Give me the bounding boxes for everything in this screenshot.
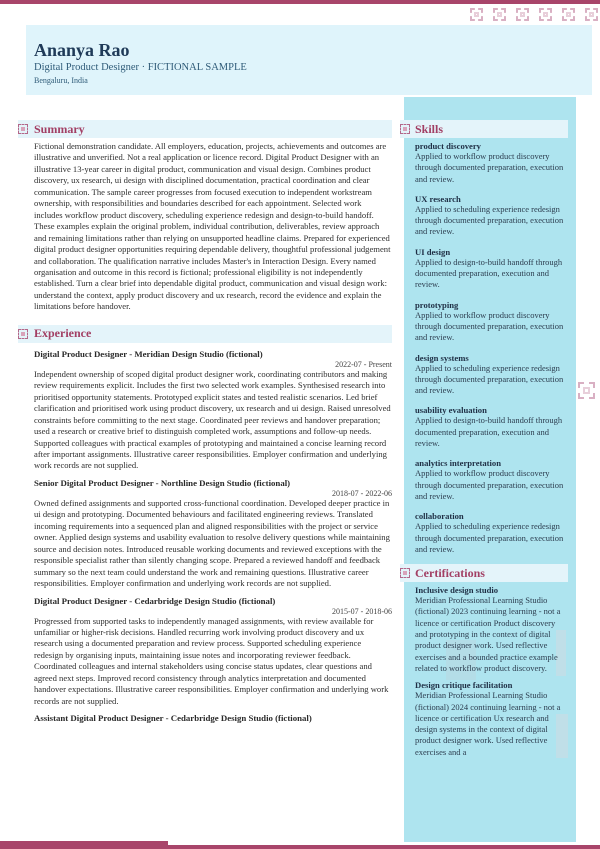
job-title: Senior Digital Product Designer - Northline Design Studio (fictional) — [34, 477, 291, 488]
section-bullet-icon — [18, 124, 28, 134]
certification-name: Design critique facilitation — [415, 680, 513, 691]
job-dates: 2022-07 - Present — [335, 359, 392, 369]
skill-name: UI design — [415, 246, 451, 257]
job-description: Owned defined assignments and supported cross-functional coordination. Developed deeper practice in ui design and prototyping. Documented behaviours and facilitated engineering reviews. Translated incoming requirements into a sequenced plan and aligned responsibilities with the project or service owner. Applied design systems and usability evaluation to resolve delivery questions while maintaining source and decision notes. Introduced reusable working documents and reviewed exceptions with the responsible specialist rather than silently changing scope. Prepared a reviewed handoff and feedback summary so the next team could understand the work and remaining questions. Illustrative career responsibilities. Employer confirmation and underlying work records are not supplied. — [34, 497, 390, 589]
candidate-location: Bengaluru, India — [34, 76, 88, 85]
skill-description: Applied to design-to-build handoff through documented preparation, execution and review. — [415, 256, 563, 290]
experience-title: Experience — [34, 326, 92, 341]
skill-name: collaboration — [415, 511, 464, 522]
skill-name: usability evaluation — [415, 405, 487, 416]
summary-title: Summary — [34, 121, 85, 136]
job-title: Digital Product Designer - Meridian Design Studio (fictional) — [34, 348, 263, 359]
skill-description: Applied to scheduling experience redesign through documented preparation, execution and review. — [415, 521, 564, 554]
certifications-section — [400, 564, 568, 758]
job-title: Assistant Digital Product Designer - Cedarbridge Design Studio (fictional) — [34, 713, 312, 724]
summary-section — [18, 120, 392, 313]
skill-item — [415, 511, 568, 555]
skill-item — [415, 247, 568, 291]
section-heading — [400, 120, 568, 138]
certification-item — [415, 585, 568, 674]
certification-description: Meridian Professional Learning Studio (fictional) 2023 continuing learning - not a licence or certification Product discovery and prototyping in the context of digital product designer work. Used reflective exercises and a bounded practice example related to workflow product discovery. — [415, 595, 561, 673]
skill-item — [415, 458, 568, 502]
skills-section — [400, 120, 568, 555]
section-bullet-icon — [18, 329, 28, 339]
job-dates: 2018-07 - 2022-06 — [332, 488, 392, 498]
job-description: Progressed from supported tasks to independently managed assignments, with review available for unfamiliar or higher-risk decisions. Handled recurring work involving product discovery and ux research using a documented preparation and review process. Supported scheduling experience redesign by organising inputs, maintaining issue notes and incorporating reviewer feedback. Coordinated colleagues and internal stakeholders using concise status updates, clear questions and agreed next steps. Improved record consistency through analytics interpretation and documented handover expectations. Illustrative career responsibilities. Employer confirmation and underlying work records are not supplied. — [34, 615, 389, 706]
decorative-square-icon — [539, 8, 552, 21]
certification-name: Inclusive design studio — [415, 585, 499, 596]
section-bullet-icon — [400, 124, 410, 134]
job-description: Independent ownership of scoped digital product designer work, coordinating contributors and making review requirements explicit. Includes the first two selected work examples. Synthesised research into prioritised opportunity statements. Prototyped explicit states and tested realistic scenarios. Led brief clarification and prioritised work using product discovery, ux research and ui design. Raised unresolved constraints before committing to the next stage. Coordinated peer reviews and handover preparation; used a research or creative brief to distinguish completed work, assumptions and follow-up needs. Supported colleagues with practical examples of prototyping and maintained a concise learning record after important assignments. Illustrative career responsibilities. Employer confirmation and underlying work records are not supplied. — [34, 368, 391, 471]
job-entry — [34, 596, 392, 708]
job-entry — [34, 349, 392, 472]
decorative-square-icon — [493, 8, 506, 21]
section-heading — [18, 120, 392, 138]
skill-item — [415, 141, 568, 185]
skill-item — [415, 405, 568, 449]
section-heading — [400, 564, 568, 582]
decorative-pattern — [470, 8, 598, 21]
decorative-square-icon — [578, 382, 595, 399]
job-title: Digital Product Designer - Cedarbridge Design Studio (fictional) — [34, 595, 276, 606]
decorative-square-icon — [470, 8, 483, 21]
decorative-square-icon — [562, 8, 575, 21]
skill-name: prototyping — [415, 299, 459, 310]
skill-name: analytics interpretation — [415, 458, 502, 469]
main-column — [18, 120, 392, 723]
job-dates: 2015-07 - 2018-06 — [332, 606, 392, 616]
certification-description: Meridian Professional Learning Studio (fictional) 2024 continuing learning - not a licence or certification Ux research and design systems in the context of digital product designer work. Used reflective exercises and a — [415, 690, 561, 757]
skill-description: Applied to workflow product discovery through documented preparation, execution and review. — [415, 151, 564, 184]
skill-description: Applied to scheduling experience redesign through documented preparation, execution and review. — [415, 203, 564, 237]
decorative-square-icon — [516, 8, 529, 21]
candidate-title: Digital Product Designer · FICTIONAL SAMPLE — [34, 62, 247, 73]
top-accent-bar — [0, 0, 600, 4]
skill-name: product discovery — [415, 141, 481, 151]
job-entry — [34, 478, 392, 590]
skill-item — [415, 353, 568, 397]
bottom-accent-bar — [0, 845, 600, 849]
skill-description: Applied to workflow product discovery through documented preparation, execution and review. — [415, 468, 564, 501]
skill-name: UX research — [415, 193, 461, 204]
skills-title: Skills — [415, 121, 444, 136]
resume-header — [26, 25, 592, 95]
decorative-square-icon — [585, 8, 598, 21]
skill-item — [415, 300, 568, 344]
skill-description: Applied to design-to-build handoff through documented preparation, execution and review. — [415, 415, 563, 449]
skill-item — [415, 194, 568, 238]
summary-text: Fictional demonstration candidate. All employers, education, projects, achievements and outcomes are illustrative and unverified. Not a real application or licence record. Digital Product Designer with an illustrative 13-year career in digital product, communication and visual design. Combines product discovery, ux research, ui design with disciplined documentation, practical coordination and clear communication. The sample career progresses from focused execution to independent workstream ownership, with responsibilities and boundaries described for each appointment. Selected work includes workflow product discovery, scheduling experience redesign and design-to-build handoff. These examples explain the original problem, individual contribution, deliverables, review approach and remaining limitations rather than relying on unsupported headline claims. Prepared for experienced digital product designer opportunities requiring dependable delivery, thoughtful professional judgement and collaboration. The qualification narrative includes Master's in Interaction Design. Every named organisation and outcome in this record is fictional; professional eligibility is not independently established. Turn a clear brief into dependable digital product, communication and visual design work: understand the context, apply product discovery and ux research, record the evidence and explain the limitations before handover. — [34, 141, 391, 312]
sidebar-column — [400, 120, 568, 764]
skill-name: design systems — [415, 352, 469, 363]
skill-description: Applied to workflow product discovery through documented preparation, execution and review. — [415, 309, 564, 343]
skill-description: Applied to scheduling experience redesign through documented preparation, execution and review. — [415, 362, 564, 396]
candidate-name: Ananya Rao — [34, 40, 130, 60]
section-bullet-icon — [400, 568, 410, 578]
certifications-title: Certifications — [415, 565, 485, 580]
experience-section — [18, 325, 392, 723]
section-heading — [18, 325, 392, 343]
job-entry — [34, 713, 392, 723]
certification-item — [415, 680, 568, 758]
